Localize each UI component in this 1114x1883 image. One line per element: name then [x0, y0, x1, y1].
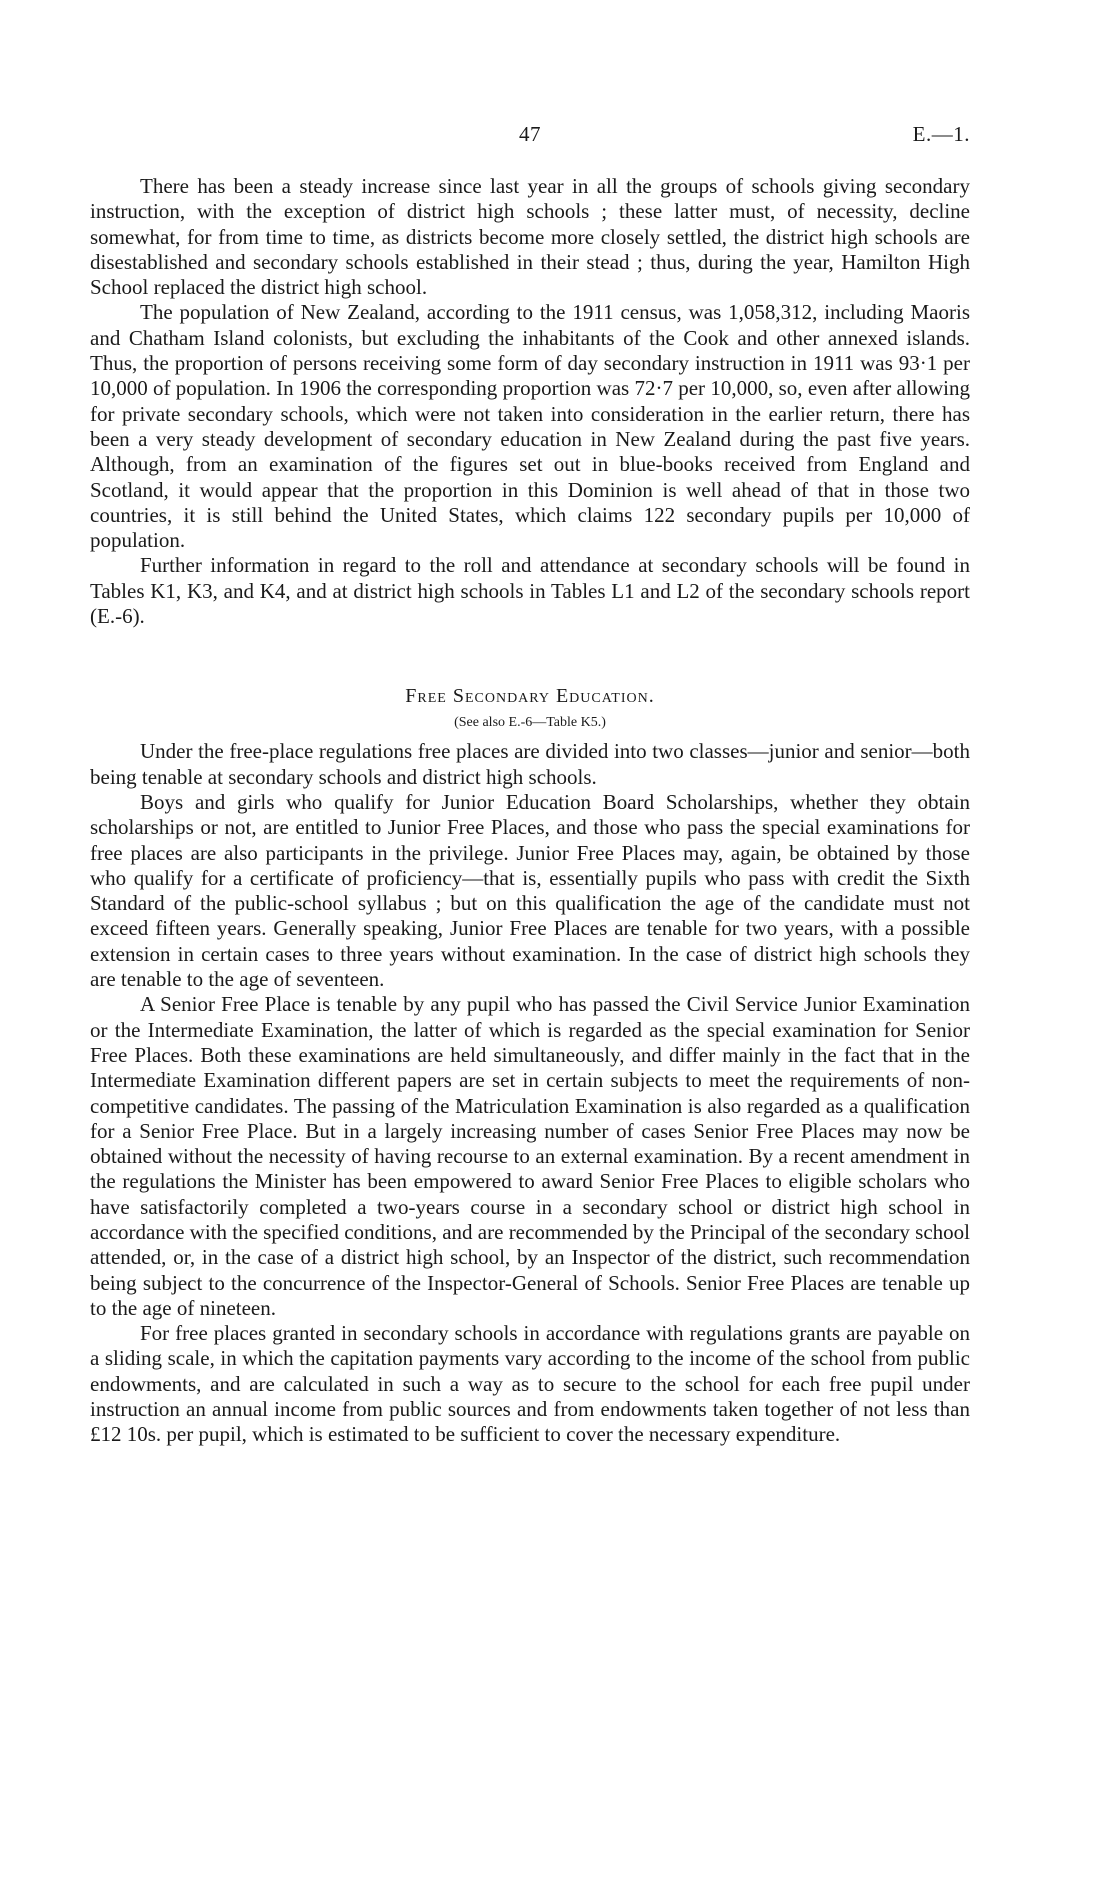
page-number: 47 [519, 122, 541, 146]
paragraph: Under the free-place regulations free places are divided into two classes—junior and senior—both being tenable at secondary schools and district high schools. [90, 739, 970, 789]
paragraph: Boys and girls who qualify for Junior Education Board Scholarships, whether they obtain scholarships or not, are entitled to Junior Free Places, and those who pass the special examinations for free places are also participants in the privilege. Junior Free Places may, again, be obtained by those who qualify for a certificate of proficiency—that is, essentially pupils who pass with credit the Sixth Standard of the public-school syllabus ; but on this qualification the age of the candidate must not exceed fifteen years. Generally speaking, Junior Free Places are tenable for two years, with a possible extension in certain cases to three years without examination. In the case of district high schools they are tenable to the age of seventeen. [90, 789, 970, 992]
paragraph: The population of New Zealand, according to the 1911 census, was 1,058,312, including Maoris and Chatham Island colonists, but excluding the inhabitants of the Cook and other annexed islands. Thus, the proportion of persons receiving some form of day secondary instruction in 1911 was 93·1 per 10,000 of population. In 1906 the corresponding proportion was 72·7 per 10,000, so, even after allowing for private secondary schools, which were not taken into consideration in the earlier return, there has been a very steady development of secondary education in New Zealand during the past five years. Although, from an examination of the figures set out in blue-books received from England and Scotland, it would appear that the proportion in this Dominion is well ahead of that in those two countries, it is still behind the United States, which claims 122 secondary pupils per 10,000 of population. [90, 300, 970, 553]
paragraph: For free places granted in secondary schools in accordance with regulations grants are payable on a sliding scale, in which the capitation payments vary according to the income of the school from public endowments, and are calculated in such a way as to secure to the school for each free pupil under instruction an annual income from public sources and from endowments taken together of not less than £12 10s. per pupil, which is estimated to be sufficient to cover the necessary expenditure. [90, 1321, 970, 1447]
paragraph: A Senior Free Place is tenable by any pupil who has passed the Civil Service Junior Examination or the Intermediate Examination, the latter of which is regarded as the special examination for Senior Free Places. Both these examinations are held simultaneously, and differ mainly in the fact that in the Intermediate Examination different papers are set in certain subjects to meet the requirements of non-competitive candidates. The passing of the Matriculation Examination is also regarded as a qualification for a Senior Free Place. But in a largely increasing number of cases Senior Free Places may now be obtained without the necessity of having recourse to an external examination. By a recent amendment in the regulations the Minister has been empowered to award Senior Free Places to eligible scholars who have satisfactorily completed a two-years course in a secondary school or district high school in accordance with the specified conditions, and are recommended by the Principal of the secondary school attended, or, in the case of a district high school, by an Inspector of the district, such recommendation being subject to the concurrence of the Inspector-General of Schools. Senior Free Places are tenable up to the age of nineteen. [90, 992, 970, 1320]
section-heading: Free Secondary Education. [405, 685, 655, 708]
paragraph: Further information in regard to the roll and attendance at secondary schools will be found in Tables K1, K3, and K4, and at district high schools in Tables L1 and L2 of the secondary schools report (E.-6). [90, 553, 970, 629]
section-reference: (See also E.-6—Table K5.) [454, 715, 606, 731]
paragraph: There has been a steady increase since last year in all the groups of schools giving secondary instruction, with the exception of district high schools ; these latter must, of necessity, decline somewhat, for from time to time, as districts become more closely settled, the district high schools are disestablished and secondary schools established in their stead ; thus, during the year, Hamilton High School replaced the district high school. [90, 174, 970, 300]
page-header [90, 122, 970, 156]
report-code: E.—1. [912, 122, 970, 146]
body-text [90, 174, 970, 1448]
